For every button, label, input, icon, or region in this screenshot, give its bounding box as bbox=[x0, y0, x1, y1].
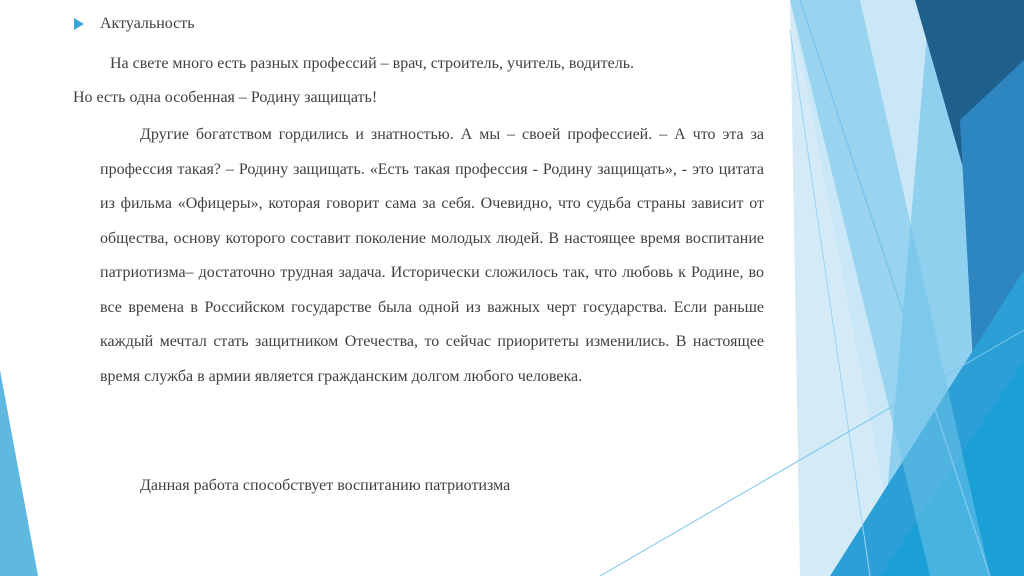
poem-line-2: Но есть одна особенная – Родину защищать! bbox=[73, 89, 378, 106]
bullet-title: Актуальность bbox=[100, 15, 195, 32]
main-paragraph: Другие богатством гордились и знатностью. А мы – своей профессией. – А что эта за профессия такая? – Родину защищать. «Есть такая профессия - Родину защищать», - это цитата из фильма «Офицеры», которая говорит сама за себя. Очевидно, что судьба страны зависит от общества, основу которого составит поколение молодых людей. В настоящее время воспитание патриотизма– достаточно трудная задача. Исторически сложилось так, что любовь к Родине, во все времена в Российском государстве была одной из важных черт государства. Если раньше каждый мечтал стать защитником Отечества, то сейчас приоритеты изменились. В настоящее время служба в армии является гражданским долгом любого человека. bbox=[100, 126, 764, 385]
bullet-item bbox=[74, 15, 195, 33]
closing-line: Данная работа способствует воспитанию патриотизма bbox=[140, 477, 511, 494]
triangle-bullet-icon bbox=[74, 18, 84, 30]
poem-line-1: На свете много есть разных профессий – врач, строитель, учитель, водитель. bbox=[110, 55, 634, 72]
